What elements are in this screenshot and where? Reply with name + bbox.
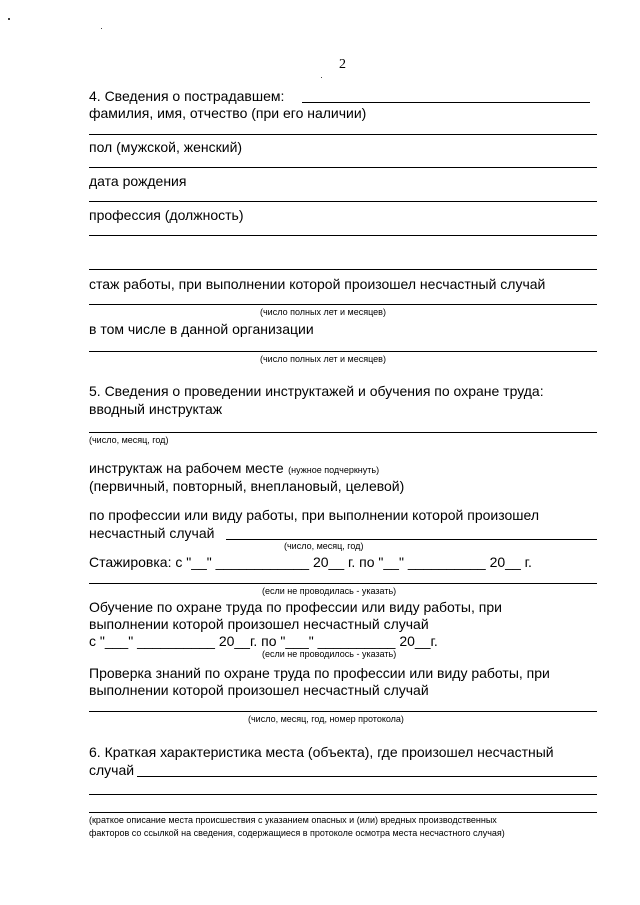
section-4-heading: 4. Сведения о пострадавшем:	[89, 88, 285, 104]
training-line-1: Обучение по охране труда по профессии или виду работы, при	[89, 599, 502, 615]
workplace-briefing-label: инструктаж на рабочем месте (нужное подчеркнуть)	[89, 460, 380, 476]
birth-label: дата рождения	[89, 173, 187, 189]
scan-speck	[321, 77, 322, 78]
intro-briefing-hint: (число, месяц, год)	[89, 435, 169, 445]
page-number: 2	[339, 57, 346, 72]
by-profession-hint: (число, месяц, год)	[284, 541, 364, 551]
knowledge-check-line-2: выполнении которой произошел несчастный случай	[89, 682, 429, 698]
by-profession-line-1: по профессии или виду работы, при выполнении которой произошел	[89, 507, 539, 523]
internship-fill-line	[89, 583, 597, 584]
training-dates: с "___" __________ 20__г. по "___" __________ 20__г.	[89, 633, 438, 649]
intro-briefing-label: вводный инструктаж	[89, 401, 223, 417]
place-hint-2: факторов со ссылкой на сведения, содержащиеся в протоколе осмотра места несчастного случая)	[89, 828, 505, 838]
knowledge-check-hint: (число, месяц, год, номер протокола)	[248, 714, 404, 724]
internship-hint: (если не проводилась - указать)	[262, 586, 397, 596]
in-org-fill-line	[89, 351, 597, 352]
in-org-label: в том числе в данной организации	[89, 321, 314, 337]
place-fill-line-3	[89, 812, 597, 813]
fio-fill-line	[89, 134, 597, 135]
profession-fill-line-1	[89, 235, 597, 236]
place-fill-line-1	[137, 776, 597, 777]
place-hint-1: (краткое описание места происшествия с указанием опасных и (или) вредных производственных	[89, 815, 497, 825]
profession-fill-line-2	[89, 269, 597, 270]
scan-speck	[8, 18, 10, 20]
birth-fill-line	[89, 201, 597, 202]
sex-label: пол (мужской, женский)	[89, 139, 243, 155]
place-fill-line-2	[89, 794, 597, 795]
section-5-heading: 5. Сведения о проведении инструктажей и обучения по охране труда:	[89, 383, 544, 399]
in-org-hint: (число полных лет и месяцев)	[260, 354, 386, 364]
knowledge-check-fill-line	[89, 711, 597, 712]
profession-label: профессия (должность)	[89, 207, 244, 223]
workplace-briefing-note: (нужное подчеркнуть)	[288, 465, 380, 475]
section-6-heading-line-1: 6. Краткая характеристика места (объекта), где произошел несчастный	[89, 744, 554, 760]
experience-hint: (число полных лет и месяцев)	[260, 307, 386, 317]
by-profession-line-2: несчастный случай	[89, 525, 215, 541]
by-profession-fill-line	[226, 539, 597, 540]
fio-label: фамилия, имя, отчество (при его наличии)	[89, 105, 367, 121]
internship-line: Стажировка: с "__" ____________ 20__ г. по "__" __________ 20__ г.	[89, 554, 532, 570]
scan-speck	[101, 28, 102, 29]
section-6-heading-line-2: случай	[89, 762, 135, 778]
training-hint: (если не проводилось - указать)	[262, 649, 397, 659]
experience-fill-line	[89, 304, 597, 305]
intro-briefing-fill-line	[89, 432, 597, 433]
experience-label: стаж работы, при выполнении которой произошел несчастный случай	[89, 276, 546, 292]
victim-fill-line	[302, 102, 590, 103]
sex-fill-line	[89, 167, 597, 168]
workplace-briefing-types: (первичный, повторный, внеплановый, целевой)	[89, 478, 405, 494]
training-line-2: выполнении которой произошел несчастный случай	[89, 616, 429, 632]
knowledge-check-line-1: Проверка знаний по охране труда по профессии или виду работы, при	[89, 665, 550, 681]
